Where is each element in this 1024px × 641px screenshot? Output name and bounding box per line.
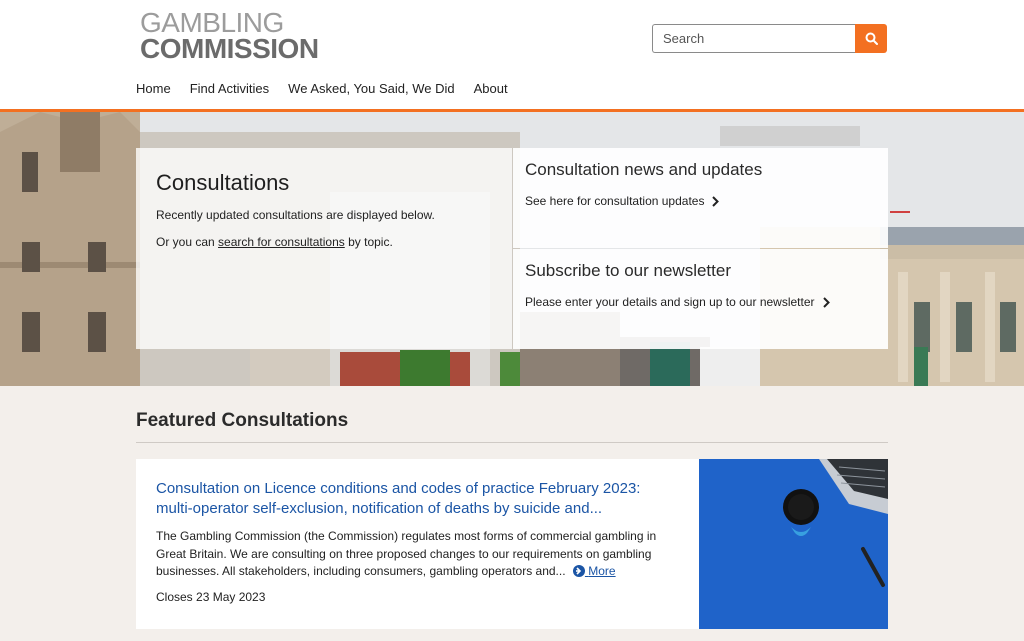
- logo-line2: COMMISSION: [140, 33, 319, 64]
- search-button[interactable]: [855, 24, 887, 53]
- chevron-right-icon: [823, 297, 830, 308]
- newsletter-link-label: Please enter your details and sign up to our newsletter: [525, 295, 815, 309]
- nav-item-we-asked[interactable]: We Asked, You Said, We Did: [288, 81, 455, 96]
- news-updates-card: [513, 148, 888, 248]
- news-updates-title: Consultation news and updates: [525, 160, 763, 179]
- more-link[interactable]: [573, 564, 616, 578]
- section-divider: [136, 442, 888, 443]
- logo-line1: GAMBLING: [140, 7, 284, 38]
- nav-item-home[interactable]: Home: [136, 81, 171, 96]
- chevron-right-icon: [712, 196, 719, 207]
- consultation-image: [699, 459, 888, 629]
- nav-item-about[interactable]: About: [473, 81, 508, 96]
- closing-date: Closes 23 May 2023: [156, 590, 266, 604]
- consultations-intro-panel: [136, 148, 512, 349]
- site-header: [0, 0, 1024, 112]
- news-updates-link[interactable]: [525, 194, 719, 208]
- search-consultations-link[interactable]: search for consultations: [218, 235, 345, 249]
- nav-item-find-activities[interactable]: Find Activities: [189, 81, 270, 96]
- hero-banner: [0, 112, 1024, 386]
- newsletter-card: [513, 249, 888, 349]
- description-text: The Gambling Commission (the Commission) regulates most forms of commercial gambling in Great Britain. We are consulting on three proposed changes to our requirements on gambling businesses. All stakeholders, including consumers, gambling operators and...: [156, 529, 657, 578]
- consultation-title-link[interactable]: Consultation on Licence conditions and codes of practice February 2023: multi-operator self-exclusion, notification of deaths by suicide and...: [156, 480, 641, 517]
- news-updates-link-label: See here for consultation updates: [525, 194, 705, 208]
- page-title: Consultations: [156, 170, 290, 195]
- consultation-card: [136, 459, 888, 629]
- search-suffix: by topic.: [344, 235, 393, 249]
- search-input[interactable]: [652, 24, 856, 53]
- search-icon: [865, 32, 878, 45]
- newsletter-title: Subscribe to our newsletter: [525, 261, 731, 280]
- gambling-commission-logo[interactable]: [140, 7, 326, 66]
- consultation-description: [156, 528, 686, 581]
- search-prefix: Or you can: [156, 235, 219, 249]
- search-bar: [652, 24, 887, 53]
- featured-consultations-heading: Featured Consultations: [136, 410, 349, 431]
- intro-text: Recently updated consultations are displayed below.: [156, 208, 435, 222]
- search-consultations-text: [156, 235, 492, 250]
- main-nav: [136, 81, 508, 96]
- newsletter-link[interactable]: [525, 295, 830, 309]
- more-label: More: [588, 564, 616, 578]
- arrow-circle-right-icon: [573, 565, 585, 577]
- laptop-coffee-image: [699, 459, 888, 629]
